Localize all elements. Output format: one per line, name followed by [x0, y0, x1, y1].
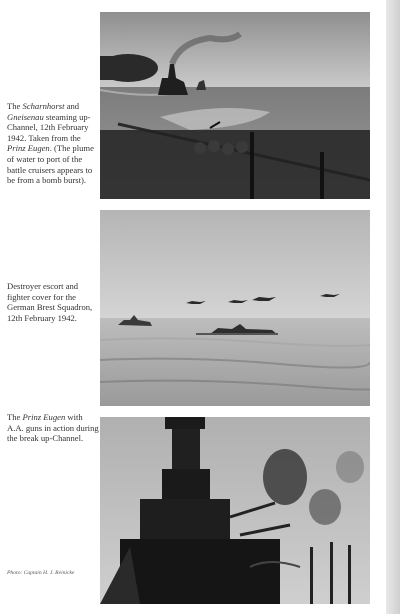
- page-edge: [386, 0, 400, 614]
- photo-battlecruisers: [100, 12, 370, 199]
- caption-prinz-eugen: The Prinz Eugen with A.A. guns in action during the break up-Channel.: [7, 412, 99, 444]
- caption-battlecruisers: The Scharnhorst and Gneisenau steaming up-Channel, 12th February 1942. Taken from the Prinz Eugen. (The plume of water to port of the battle cruisers appears to be from a bomb burst).: [7, 101, 94, 186]
- photo-credit: Photo: Captain H. J. Reinicke: [7, 570, 75, 576]
- photo-prinz-eugen: [100, 417, 370, 604]
- photo-destroyer-escort: [100, 210, 370, 406]
- caption-destroyer-escort: Destroyer escort and fighter cover for the German Brest Squadron, 12th February 1942.: [7, 281, 93, 323]
